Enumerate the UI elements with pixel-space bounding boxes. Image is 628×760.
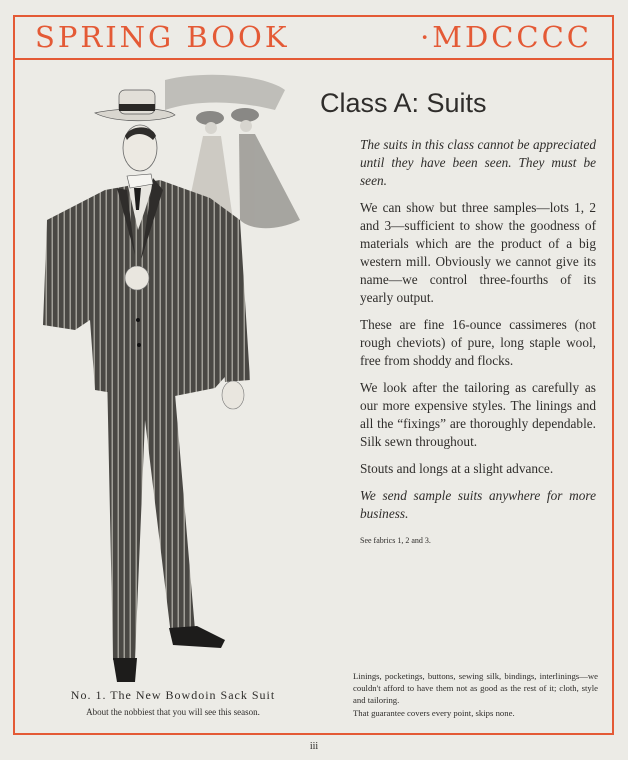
footnote-line-1: Linings, pocketings, buttons, sewing silk, bindings, interlinings—we couldn't afford to have them not as good as the rest of it; cloth, style and tailoring.	[353, 671, 598, 705]
page-number: iii	[309, 741, 319, 752]
tailoring-paragraph: We look after the tailoring as carefully as our more expensive styles. The linings and all the “fixings” are thoroughly dependable. Silk sewn throughout.	[360, 380, 596, 449]
materials-paragraph: These are fine 16-ounce cassimeres (not rough cheviots) of pure, long staple wool, free from shoddy and flocks.	[360, 317, 596, 368]
intro-paragraph: The suits in this class cannot be appreciated until they have been seen. They must be seen.	[360, 137, 596, 188]
header-left: SPRING BOOK	[35, 19, 290, 54]
footnote-line-2: That guarantee covers every point, skips none.	[353, 708, 515, 718]
page-header	[13, 15, 614, 58]
caption-subtitle: About the nobbiest that you will see this season.	[86, 707, 260, 717]
body-copy	[360, 136, 596, 559]
header-rule	[13, 58, 614, 60]
samples-paragraph: We can show but three samples—lots 1, 2 and 3—sufficient to show the goodness of materials which are the product of a big western mill. Obviously we cannot give its name—we control three-fourths of its yearly output.	[360, 200, 596, 305]
suit-illustration	[35, 70, 310, 685]
fabrics-note: See fabrics 1, 2 and 3.	[360, 536, 431, 545]
caption-title: No. 1. The New Bowdoin Sack Suit	[70, 688, 276, 702]
header-right: ·MDCCCC	[420, 19, 592, 54]
sizes-paragraph: Stouts and longs at a slight advance.	[360, 461, 554, 476]
closing-paragraph: We send sample suits anywhere for more business.	[360, 488, 596, 521]
illustration-caption	[38, 688, 308, 717]
footnote	[353, 670, 598, 720]
page-title: Class A: Suits	[320, 88, 487, 118]
